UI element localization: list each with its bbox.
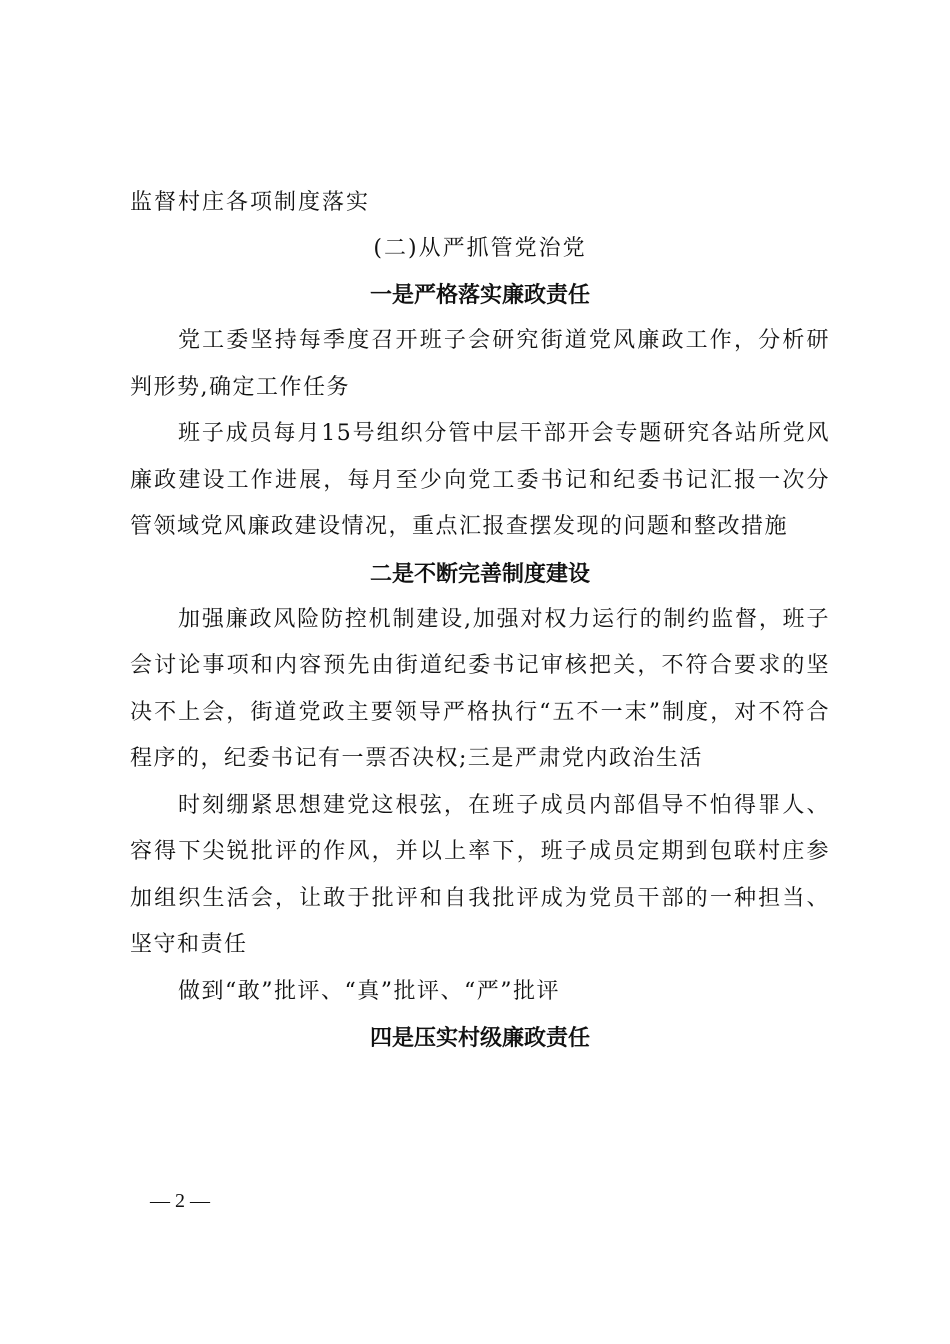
section-heading-2: 二是不断完善制度建设 — [369, 560, 590, 587]
paragraph: 时刻绷紧思想建党这根弦，在班子成员内部倡导不怕得罪人、容得下尖锐批评的作风，并以上率下，班子成员定期到包联村庄参加组织生活会，让敢于批评和自我批评成为党员干部的一种担当、坚守和责任 — [130, 792, 830, 957]
section-heading-1: 一是严格落实廉政责任 — [369, 282, 590, 308]
continuation-line: 监督村庄各项制度落实 — [130, 190, 371, 215]
section-title: (二)从严抓管党治党 — [373, 236, 587, 261]
paragraph: 班子成员每月15号组织分管中层干部开会专题研究各站所党风廉政建设工作进展，每月至少向党工委书记和纪委书记汇报一次分管领域党风廉政建设情况，重点汇报查摆发现的问题和整改措施 — [130, 421, 830, 539]
page-number: — 2 — — [150, 1190, 210, 1212]
document-body — [130, 180, 830, 1061]
paragraph: 加强廉政风险防控机制建设,加强对权力运行的制约监督，班子会讨论事项和内容预先由街道纪委书记审核把关，不符合要求的坚决不上会，街道党政主要领导严格执行“五不一末”制度，对不符合程序的，纪委书记有一票否决权;三是严肃党内政治生活 — [130, 606, 830, 771]
paragraph: 党工委坚持每季度召开班子会研究街道党风廉政工作，分析研判形势,确定工作任务 — [130, 328, 830, 400]
section-heading-4: 四是压实村级廉政责任 — [369, 1025, 590, 1051]
paragraph: 做到“敢”批评、“真”批评、“严”批评 — [178, 978, 560, 1004]
